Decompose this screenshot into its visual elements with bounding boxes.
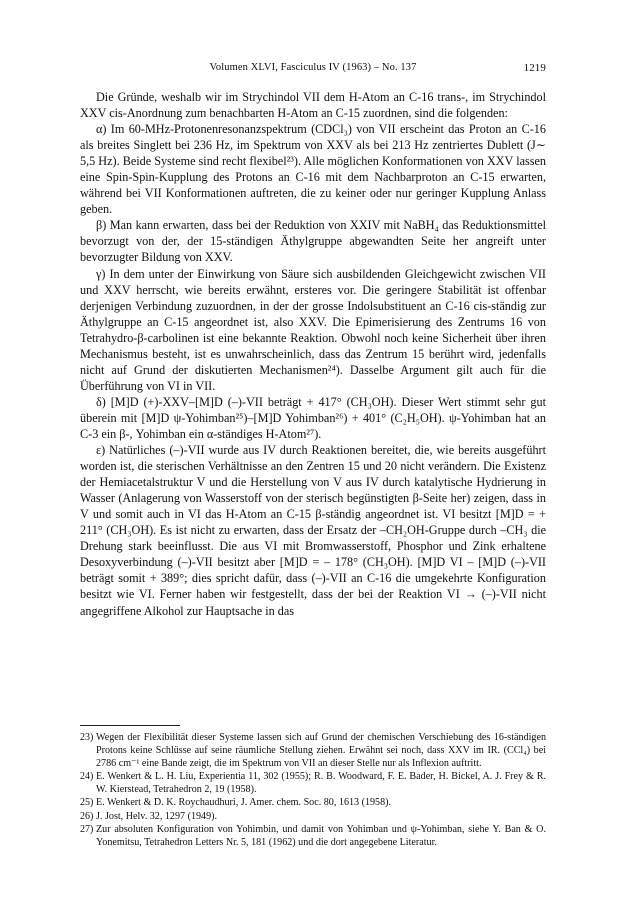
paragraph-beta: β) Man kann erwarten, dass bei der Reduktion von XXIV mit NaBH₄ das Reduktionsmittel bevorzugt von der, der 15-ständigen Äthylgruppe abgewandten Seite her angreift unter bevorzugter Bildung von XXV.	[80, 218, 546, 265]
footnote-separator	[80, 725, 180, 726]
paragraph-alpha: α) Im 60-MHz-Protonenresonanzspektrum (CDCl₃) von VII erscheint das Proton an C-16 als breites Singlett bei 236 Hz, im Spektrum von XXV als bei 213 Hz zentriertes Dublett (J∼ 5,5 Hz). Beide Systeme sind recht flexibel²³). Alle möglichen Konformationen von XXV lassen eine Spin-Spin-Kupplung des Protons an C-16 mit dem Nachbarproton an C-15 erwarten, während bei VII Konformationen auftreten, die zu keiner oder nur geringer Kupplung Anlass geben.	[80, 122, 546, 217]
paragraph-delta: δ) [M]D (+)-XXV–[M]D (–)-VII beträgt + 417° (CH₃OH). Dieser Wert stimmt sehr gut überein mit [M]D ψ-Yohimban²⁵)–[M]D Yohimban²⁶) + 401° (C₂H₅OH). ψ-Yohimban hat an C-3 ein β-, Yohimban ein α-ständiges H-Atom²⁷).	[80, 394, 546, 441]
footnote-25	[80, 796, 546, 809]
paragraph-intro: Die Gründe, weshalb wir im Strychindol VII dem H-Atom an C-16 trans-, im Strychindol XXV cis-Anordnung zum benachbarten H-Atom an C-15 zuordnen, sind die folgenden:	[80, 90, 546, 121]
footnote-text: J. Jost, Helv. 32, 1297 (1949).	[96, 810, 218, 822]
footnote-text: Wegen der Flexibilität dieser Systeme lassen sich auf Grund der chemischen Verschiebung des 16-ständigen Protons keine Schlüsse auf seine räumliche Stellung ziehen. Erwähnt sei noch, dass XXV im IR. (CCl₄) bei 2786 cm⁻¹ eine Bande zeigt, die im Spektrum von VII an dieser Stelle nur als Inflexion auftritt.	[96, 732, 546, 770]
paragraph-epsilon: ε) Natürliches (–)-VII wurde aus IV durch Reaktionen bereitet, die, wie bereits ausgeführt worden ist, die sterischen Verhältnisse an den Zentren 15 und 20 nicht verändern. Die Existenz der Hemiacetalstruktur V und die Herstellung von V aus IV durch katalytische Hydrierung in Wasser (Anlagerung von Wasserstoff von der sterisch begünstigten β-Seite her) zeigen, dass in V und somit auch in VI das H-Atom an C-15 β-ständig angeordnet ist. VI besitzt [M]D = + 211° (CH₃OH). Es ist nicht zu erwarten, dass der Ersatz der –CH₂OH-Gruppe durch –CH₃ die Drehung stark beeinflusst. Die aus VI mit Bromwasserstoff, Phosphor und Zink erhaltene Desoxyverbindung (–)-VII besitzt aber [M]D = – 178° (CH₃OH). [M]D VI – [M]D (–)-VII beträgt somit + 389°; dies spricht dafür, dass (–)-VII an C-16 die umgekehrte Konfiguration besitzt wie VI. Ferner haben wir festgestellt, dass der bei der Reaktion VI → (–)-VII nicht angegriffene Alkohol zur Hauptsache in das	[80, 443, 546, 618]
footnote-text: Zur absoluten Konfiguration von Yohimbin, und damit von Yohimban und ψ-Yohimban, siehe Y. Ban & O. Yonemitsu, Tetrahedron Letters Nr. 5, 181 (1962) und die dort angegebene Literatur.	[96, 823, 546, 848]
footnote-27	[80, 823, 546, 849]
footnote-24	[80, 770, 546, 796]
footnote-23	[80, 731, 546, 770]
footnote-text: E. Wenkert & D. K. Roychaudhuri, J. Amer. chem. Soc. 80, 1613 (1958).	[96, 797, 392, 809]
paragraph-gamma: γ) In dem unter der Einwirkung von Säure sich ausbildenden Gleichgewicht zwischen VII und XXV herrscht, wie bereits erwähnt, ersteres vor. Die geringere Stabilität ist offenbar derjenigen Verbindung zuzuordnen, in der der grosse Indolsubstituent an C-16 cis-ständig zur Äthylgruppe an C-15 angeordnet ist, also XXV. Die Epimerisierung des Zentrums 16 von Tetrahydro-β-carbolinen ist eine bekannte Reaktion. Obwohl noch keine Sicherheit über ihren Mechanismus besteht, ist es unwahrscheinlich, dass das Zentrum 15 berührt wird, jedenfalls nicht auf Grund der diskutierten Mechanismen²⁴). Dasselbe Argument gilt auch für die Überführung von VI in VII.	[80, 266, 546, 393]
body-text	[80, 89, 546, 619]
footnote-number: 23)	[80, 732, 94, 743]
footnote-number: 27)	[80, 823, 94, 835]
running-title: Volumen XLVI, Fasciculus IV (1963) – No. 137	[209, 62, 417, 73]
footnote-number: 24)	[80, 771, 94, 783]
footnote-text: E. Wenkert & L. H. Liu, Experientia 11, 302 (1955); R. B. Woodward, F. E. Bader, H. Bickel, A. J. Frey & R. W. Kierstead, Tetrahedron 2, 19 (1958).	[96, 771, 546, 796]
running-header	[80, 62, 546, 78]
footnote-26	[80, 810, 546, 823]
footnote-number: 26)	[80, 810, 94, 822]
page-number: 1219	[523, 62, 546, 74]
footnote-number: 25)	[80, 797, 94, 809]
footnotes	[80, 731, 546, 849]
